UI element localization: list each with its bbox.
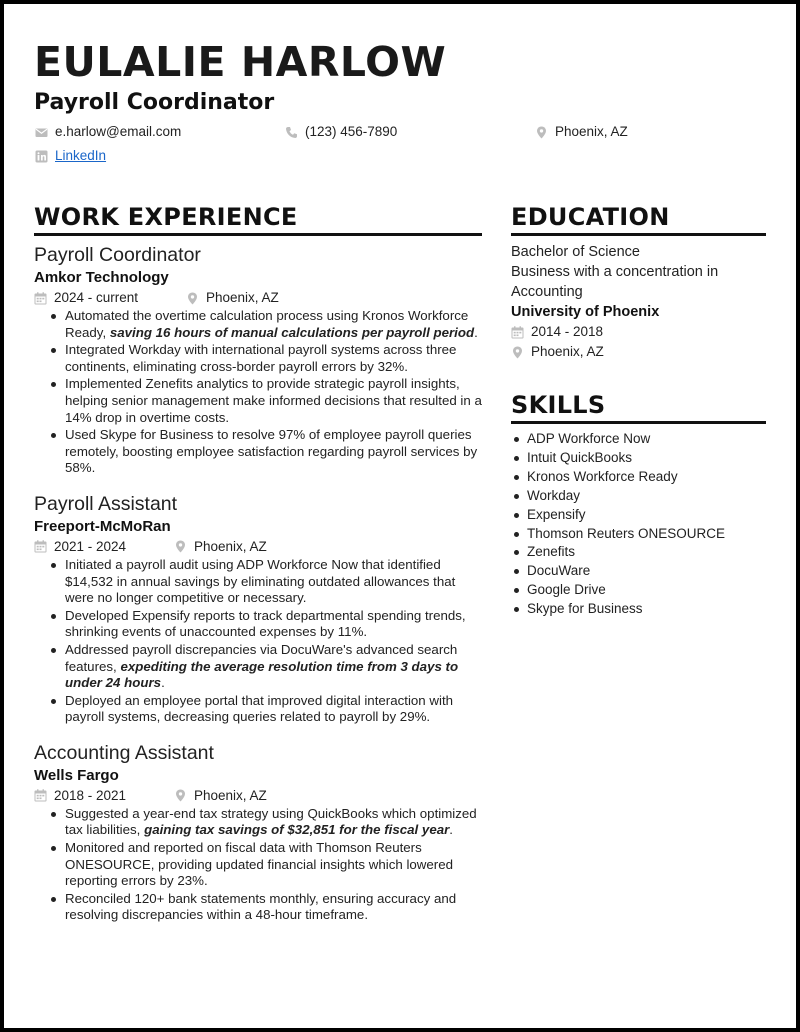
achievement-list xyxy=(48,806,482,924)
skill-item: Zenefits xyxy=(511,543,766,562)
skill-item: Expensify xyxy=(511,506,766,525)
dates-text: 2014 - 2018 xyxy=(531,324,604,339)
location-text: Phoenix, AZ xyxy=(531,344,604,359)
degree: Bachelor of Science xyxy=(511,244,640,260)
company-name: Wells Fargo xyxy=(34,766,119,784)
achievement-item: Integrated Workday with international payroll systems across three continents, eliminating cross-border payroll errors by 32%. xyxy=(48,342,482,375)
calendar-icon xyxy=(34,292,47,305)
calendar-icon xyxy=(511,326,524,339)
job-entry xyxy=(34,740,482,924)
job-dates xyxy=(34,537,174,557)
calendar-icon xyxy=(34,789,47,802)
company-name: Amkor Technology xyxy=(34,269,169,286)
dates-text: 2021 - 2024 xyxy=(54,538,127,554)
job-meta xyxy=(34,786,482,806)
map-pin-icon xyxy=(186,292,199,305)
job-meta xyxy=(34,537,482,557)
section-title-skills: SKILLS xyxy=(511,390,766,424)
email-text: e.harlow@email.com xyxy=(55,124,182,139)
location-text: Phoenix, AZ xyxy=(555,124,628,139)
skills-section xyxy=(511,390,766,619)
achievement-item: Addressed payroll discrepancies via DocuWare's advanced search features, expediting the average resolution time from 3 days to under 24 hours. xyxy=(48,642,482,692)
dates-text: 2024 - current xyxy=(54,290,139,305)
contact-email xyxy=(35,123,181,141)
candidate-name: EULALIE HARLOW xyxy=(34,38,447,86)
field-of-study: Business with a concentration in Accounting xyxy=(511,264,719,300)
achievement-item: Developed Expensify reports to track departmental spending trends, shrinking events of unaccounted expenses by 11%. xyxy=(48,608,482,641)
company-name: Freeport-McMoRan xyxy=(34,517,171,535)
skills-list xyxy=(511,430,766,619)
job-entry xyxy=(34,491,482,726)
achievement-item: Implemented Zenefits analytics to provide strategic payroll insights, helping senior management make informed decisions that resulted in a 14% drop in overtime costs. xyxy=(48,376,482,426)
skill-item: Google Drive xyxy=(511,581,766,600)
contact-linkedin xyxy=(35,147,106,165)
job-dates xyxy=(34,786,174,806)
achievement-item: Used Skype for Business to resolve 97% of employee payroll queries remotely, boosting employee satisfaction regarding payroll services by 58%. xyxy=(48,427,482,477)
achievement-item: Suggested a year-end tax strategy using QuickBooks which optimized tax liabilities, gaining tax savings of $32,851 for the fiscal year. xyxy=(48,806,482,839)
envelope-icon xyxy=(35,126,48,139)
job-title: Payroll Assistant xyxy=(34,492,178,515)
location-text: Phoenix, AZ xyxy=(206,290,279,305)
skill-item: Thomson Reuters ONESOURCE xyxy=(511,525,766,544)
school-name: University of Phoenix xyxy=(511,304,660,320)
work-experience-section xyxy=(34,202,482,938)
calendar-icon xyxy=(34,540,47,553)
sidebar-column xyxy=(511,202,766,619)
linkedin-link[interactable]: LinkedIn xyxy=(55,148,107,163)
job-meta xyxy=(34,288,482,308)
skill-item: Skype for Business xyxy=(511,600,766,619)
job-location xyxy=(174,537,267,557)
dates-text: 2018 - 2021 xyxy=(54,787,127,803)
location-text: Phoenix, AZ xyxy=(194,787,267,803)
achievement-item: Deployed an employee portal that improved digital interaction with payroll systems, decreasing queries related to payroll by 29%. xyxy=(48,693,482,726)
candidate-title: Payroll Coordinator xyxy=(34,90,275,115)
map-pin-icon xyxy=(511,346,524,359)
job-location xyxy=(174,786,267,806)
resume-page xyxy=(4,4,796,1028)
achievement-item: Reconciled 120+ bank statements monthly, ensuring accuracy and resolving discrepancies within a 48-hour timeframe. xyxy=(48,891,482,924)
achievement-item: Monitored and reported on fiscal data with Thomson Reuters ONESOURCE, providing updated financial insights which lowered reporting errors by 23%. xyxy=(48,840,482,890)
job-entry xyxy=(34,242,482,477)
phone-text: (123) 456-7890 xyxy=(305,124,398,139)
skill-item: Intuit QuickBooks xyxy=(511,449,766,468)
map-pin-icon xyxy=(535,126,548,139)
achievement-item: Initiated a payroll audit using ADP Workforce Now that identified $14,532 in annual savings by eliminating outdated allowances that were no longer competitive or necessary. xyxy=(48,557,482,607)
skill-item: ADP Workforce Now xyxy=(511,430,766,449)
contact-location xyxy=(535,123,628,141)
skill-item: Kronos Workforce Ready xyxy=(511,468,766,487)
location-text: Phoenix, AZ xyxy=(194,538,267,554)
achievement-list xyxy=(48,557,482,726)
map-pin-icon xyxy=(174,540,187,553)
job-title: Payroll Coordinator xyxy=(34,244,201,266)
contact-phone xyxy=(285,123,397,141)
section-title-education: EDUCATION xyxy=(511,202,766,236)
achievement-item: Automated the overtime calculation process using Kronos Workforce Ready, saving 16 hours of manual calculations per payroll period. xyxy=(48,308,482,341)
education-location xyxy=(511,342,766,362)
skill-item: DocuWare xyxy=(511,562,766,581)
job-title: Accounting Assistant xyxy=(34,741,214,764)
achievement-list xyxy=(48,308,482,477)
map-pin-icon xyxy=(174,789,187,802)
education-dates xyxy=(511,322,766,342)
section-title-work: WORK EXPERIENCE xyxy=(34,202,482,236)
skill-item: Workday xyxy=(511,487,766,506)
linkedin-icon xyxy=(35,150,48,163)
phone-icon xyxy=(285,126,298,139)
job-dates xyxy=(34,288,186,308)
job-location xyxy=(186,288,279,308)
education-section xyxy=(511,202,766,362)
